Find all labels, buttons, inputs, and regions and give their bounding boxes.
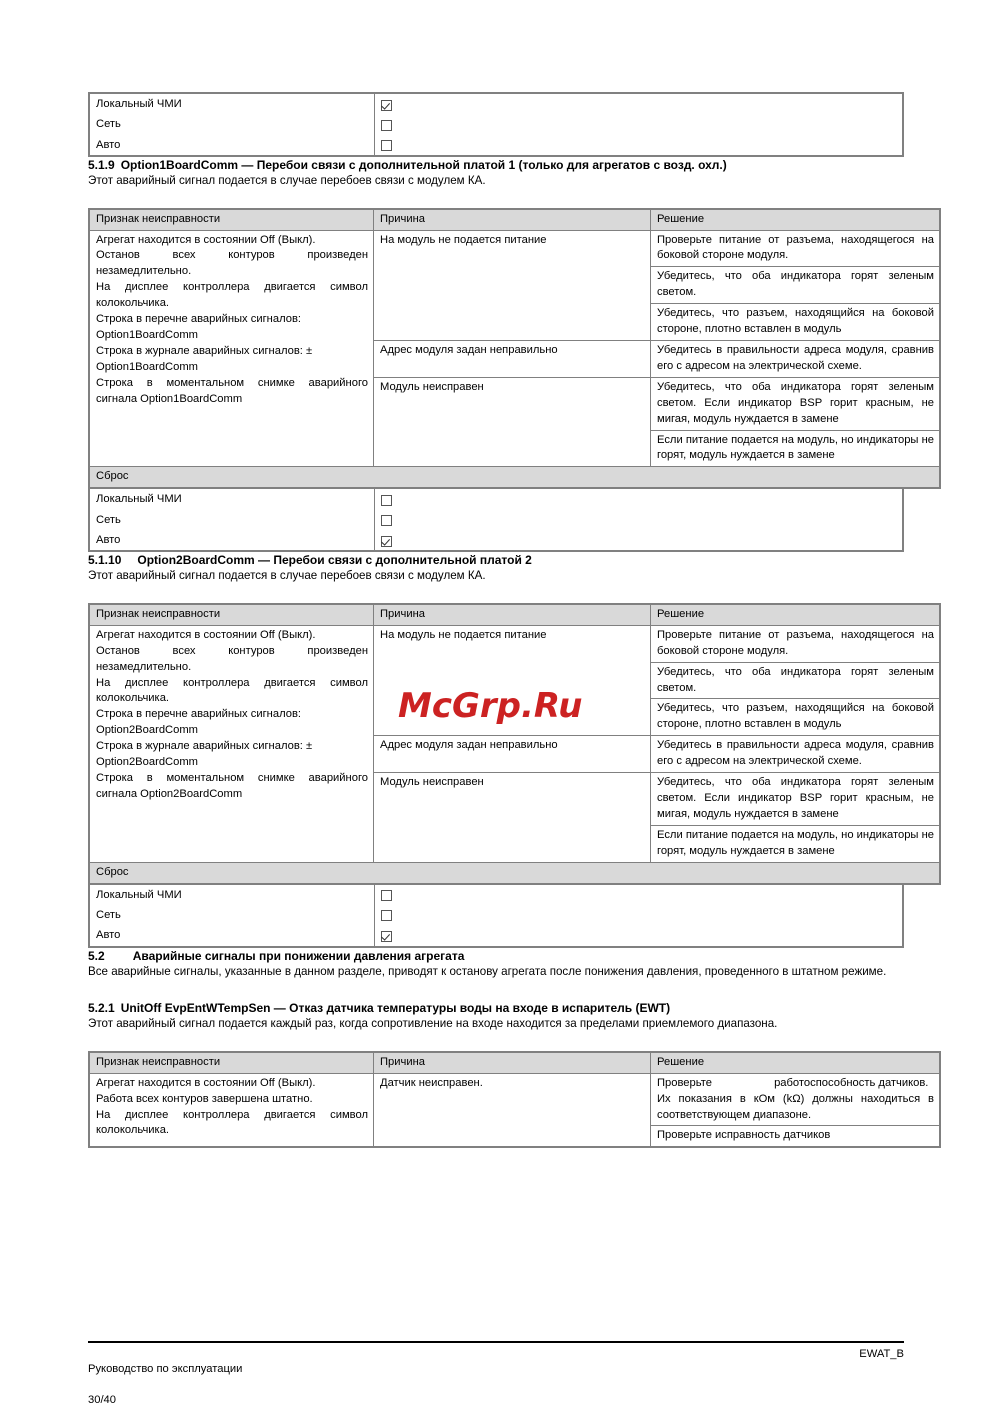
column-header-solution: Решение <box>651 209 941 230</box>
table-header-row <box>89 604 940 625</box>
heading-title: UnitOff EvpEntWTempSen — Отказ датчика температуры воды на входе в испаритель (EWT) <box>120 1001 671 1016</box>
page-footer <box>88 1347 904 1424</box>
heading-number: 5.2.1 <box>88 1001 115 1016</box>
cause-cell-no-power: На модуль не подается питание <box>374 625 651 735</box>
checkbox-unchecked-icon[interactable] <box>381 495 392 506</box>
cause-cell-no-power: На модуль не подается питание <box>374 230 651 340</box>
checkbox-unchecked-icon[interactable] <box>381 910 392 921</box>
reset-checkbox-local-hmi[interactable] <box>375 884 904 905</box>
table-row <box>89 925 903 946</box>
reset-label-local-hmi: Локальный ЧМИ <box>89 93 375 114</box>
alarm-table-5-2-1 <box>88 1051 941 1149</box>
symptom-line: Работа всех контуров завершена штатно. <box>96 1092 313 1105</box>
symptom-line: На дисплее контроллера двигается символ колокольчика. <box>96 281 368 310</box>
symptom-line: Строка в моментальном снимке аварийного сигнала Option1BoardComm <box>96 376 368 405</box>
page-content <box>88 0 934 1148</box>
heading-number: 5.2 <box>88 948 105 963</box>
checkbox-checked-icon[interactable] <box>381 536 392 547</box>
column-header-symptom: Признак неисправности <box>89 604 374 625</box>
heading-number: 5.1.9 <box>88 158 115 173</box>
symptom-cell-5-1-9 <box>89 230 374 467</box>
checkbox-unchecked-icon[interactable] <box>381 515 392 526</box>
symptom-line: На дисплее контроллера двигается символ колокольчика. <box>96 676 368 705</box>
footer-manual-title: Руководство по эксплуатации <box>88 1363 243 1376</box>
table-header-row <box>89 209 940 230</box>
table-header-row <box>89 1052 940 1073</box>
reset-checkbox-auto[interactable] <box>375 135 904 156</box>
alarm-table-5-1-10 <box>88 603 941 885</box>
checkbox-checked-icon[interactable] <box>381 100 392 111</box>
table-row <box>89 230 940 267</box>
solution-cell: Убедитесь, что оба индикатора горят зеленым светом. <box>651 267 941 304</box>
checkbox-checked-icon[interactable] <box>381 931 392 942</box>
footer-left-text <box>88 1347 242 1424</box>
reset-checkbox-network[interactable] <box>375 510 904 530</box>
cause-cell-module-faulty: Модуль неисправен <box>374 377 651 467</box>
solution-cell <box>651 1073 941 1126</box>
solution-cell: Проверьте исправность датчиков <box>651 1126 941 1147</box>
column-header-cause: Причина <box>374 1052 651 1073</box>
column-header-cause: Причина <box>374 604 651 625</box>
solution-cell: Убедитесь в правильности адреса модуля, сравнив его с адресом на электрической схеме. <box>651 736 941 773</box>
solution-cell: Убедитесь, что разъем, находящийся на боковой стороне, плотно вставлен в модуль <box>651 699 941 736</box>
cause-cell-sensor-faulty: Датчик неисправен. <box>374 1073 651 1147</box>
heading-5-1-10 <box>88 552 904 568</box>
reset-label-network: Сеть <box>89 510 375 530</box>
reset-subheader-label: Сброс <box>89 862 940 883</box>
reset-table-5-1-9 <box>88 487 904 552</box>
checkbox-unchecked-icon[interactable] <box>381 890 392 901</box>
solution-cell: Убедитесь, что оба индикатора горят зеленым светом. <box>651 662 941 699</box>
heading-5-2-1 <box>88 1000 904 1016</box>
table-row <box>89 884 903 905</box>
heading-5-1-9 <box>88 157 904 173</box>
reset-table-5-1-10 <box>88 883 904 948</box>
solution-cell: Убедитесь, что разъем, находящийся на боковой стороне, плотно вставлен в модуль <box>651 304 941 341</box>
reset-checkbox-local-hmi[interactable] <box>375 488 904 509</box>
reset-label-network: Сеть <box>89 905 375 925</box>
symptom-line: Строка в перечне аварийных сигналов: Option2BoardComm <box>96 708 302 737</box>
top-reset-table <box>88 92 904 157</box>
reset-subheader-label: Сброс <box>89 467 940 488</box>
intro-5-2: Все аварийные сигналы, указанные в данном разделе, приводят к останову агрегата после понижения давления, проведенного в штатном режиме. <box>88 964 887 978</box>
symptom-line: Агрегат находится в состоянии Off (Выкл). <box>96 628 316 641</box>
heading-title: Option2BoardComm — Перебои связи с дополнительной платой 2 <box>137 553 532 568</box>
solution-cell: Проверьте питание от разъема, находящегося на боковой стороне модуля. <box>651 625 941 662</box>
heading-5-2 <box>88 948 904 964</box>
symptom-line: Строка в перечне аварийных сигналов: Option1BoardComm <box>96 313 302 342</box>
solution-line <box>657 1076 934 1092</box>
solution-cell: Если питание подается на модуль, но индикаторы не горят, модуль нуждается в замене <box>651 430 941 467</box>
reset-subheader-row <box>89 467 940 488</box>
table-row <box>89 114 903 134</box>
solution-cell: Проверьте питание от разъема, находящегося на боковой стороне модуля. <box>651 230 941 267</box>
symptom-cell-5-2-1 <box>89 1073 374 1147</box>
column-header-cause: Причина <box>374 209 651 230</box>
column-header-solution: Решение <box>651 604 941 625</box>
table-row <box>89 510 903 530</box>
intro-5-2-1: Этот аварийный сигнал подается каждый раз, когда сопротивление на входе находится за пределами приемлемого диапазона. <box>88 1017 778 1031</box>
cause-cell-wrong-address: Адрес модуля задан неправильно <box>374 341 651 378</box>
reset-checkbox-auto[interactable] <box>375 530 904 551</box>
solution-cell: Убедитесь, что оба индикатора горят зеленым светом. Если индикатор BSP горит красным, не мигая, модуль нуждается в замене <box>651 773 941 826</box>
table-row <box>89 530 903 551</box>
reset-label-auto: Авто <box>89 925 375 946</box>
solution-cell: Убедитесь, что оба индикатора горят зеленым светом. Если индикатор BSP горит красным, не мигая, модуль нуждается в замене <box>651 377 941 430</box>
reset-checkbox-network[interactable] <box>375 905 904 925</box>
heading-title: Option1BoardComm — Перебои связи с дополнительной платой 1 (только для агрегатов с возд. охл.) <box>120 158 727 173</box>
watermark-mcgrp: McGrp.Ru <box>398 686 583 726</box>
cause-cell-module-faulty: Модуль неисправен <box>374 773 651 863</box>
symptom-line: Строка в журнале аварийных сигналов: ± Option2BoardComm <box>96 740 313 769</box>
cause-cell-wrong-address: Адрес модуля задан неправильно <box>374 736 651 773</box>
solution-cell: Если питание подается на модуль, но индикаторы не горят, модуль нуждается в замене <box>651 825 941 862</box>
table-row <box>89 625 940 662</box>
column-header-symptom: Признак неисправности <box>89 209 374 230</box>
solution-line: Их показания в кОм (kΩ) должны находиться в соответствующем диапазоне. <box>657 1092 934 1121</box>
checkbox-unchecked-icon[interactable] <box>381 140 392 151</box>
heading-number: 5.1.10 <box>88 553 122 568</box>
symptom-cell-5-1-10 <box>89 625 374 862</box>
reset-label-local-hmi: Локальный ЧМИ <box>89 488 375 509</box>
reset-label-network: Сеть <box>89 114 375 134</box>
symptom-line: Останов всех контуров произведен незамедлительно. <box>96 644 368 673</box>
table-row <box>89 135 903 156</box>
column-header-solution: Решение <box>651 1052 941 1073</box>
reset-checkbox-local-hmi[interactable] <box>375 93 904 114</box>
column-header-symptom: Признак неисправности <box>89 1052 374 1073</box>
intro-5-1-10: Этот аварийный сигнал подается в случае перебоев связи с модулем КА. <box>88 569 486 583</box>
footer-model-code: EWAT_B <box>859 1348 904 1360</box>
alarm-table-5-1-9 <box>88 208 941 490</box>
solution-text-part1: Проверьте работоспособность датчиков. <box>657 1076 929 1089</box>
reset-subheader-row <box>89 862 940 883</box>
heading-title: Аварийные сигналы при понижении давления агрегата <box>132 948 465 963</box>
checkbox-unchecked-icon[interactable] <box>381 120 392 131</box>
symptom-line: Агрегат находится в состоянии Off (Выкл). <box>96 233 316 246</box>
table-row <box>89 1073 940 1126</box>
reset-checkbox-auto[interactable] <box>375 925 904 946</box>
table-row <box>89 488 903 509</box>
symptom-line: Строка в журнале аварийных сигналов: ± Option1BoardComm <box>96 344 313 373</box>
symptom-line: Останов всех контуров произведен незамедлительно. <box>96 249 368 278</box>
symptom-line: Агрегат находится в состоянии Off (Выкл). <box>96 1076 316 1089</box>
reset-label-local-hmi: Локальный ЧМИ <box>89 884 375 905</box>
footer-page-number: 30/40 <box>88 1394 116 1407</box>
footer-divider <box>88 1341 904 1343</box>
symptom-line: На дисплее контроллера двигается символ колокольчика. <box>96 1108 368 1137</box>
reset-label-auto: Авто <box>89 135 375 156</box>
reset-checkbox-network[interactable] <box>375 114 904 134</box>
solution-cell: Убедитесь в правильности адреса модуля, сравнив его с адресом на электрической схеме. <box>651 341 941 378</box>
table-row <box>89 93 903 114</box>
symptom-line: Строка в моментальном снимке аварийного сигнала Option2BoardComm <box>96 772 368 800</box>
intro-5-1-9: Этот аварийный сигнал подается в случае перебоев связи с модулем КА. <box>88 174 486 188</box>
reset-label-auto: Авто <box>89 530 375 551</box>
table-row <box>89 905 903 925</box>
